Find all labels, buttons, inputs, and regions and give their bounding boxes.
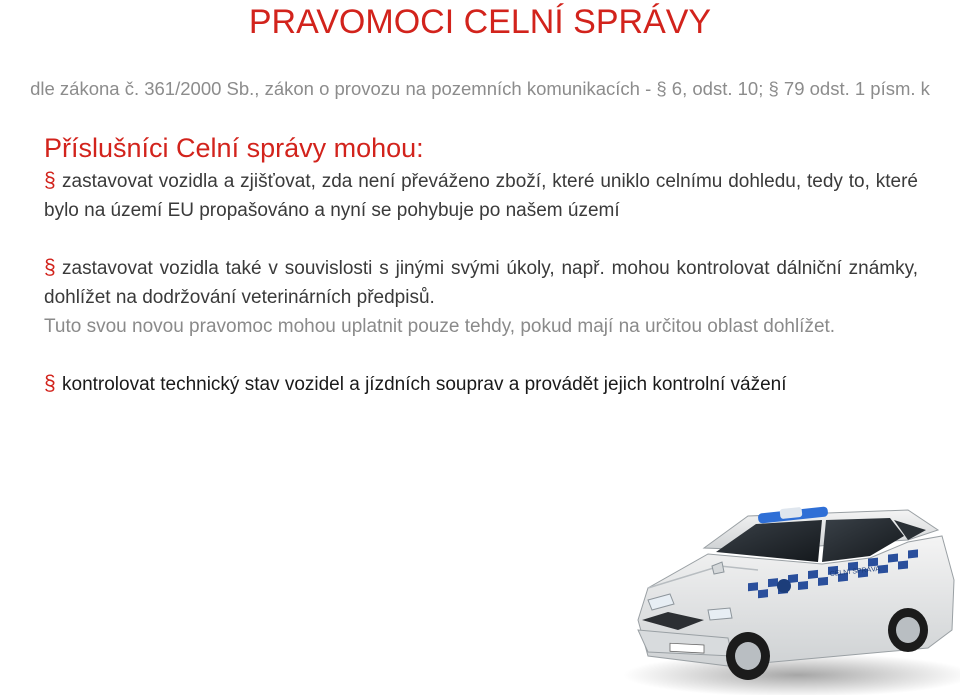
bullet-item-1-text: zastavovat vozidla a zjišťovat, zda není převáženo zboží, které uniklo celnímu dohledu, tedy to, které bylo na území EU propašováno a nyní se pohybuje po našem území <box>44 171 918 221</box>
car-lettering: CELNÍ SPRÁVA <box>829 565 881 578</box>
bullet-item-3-text: kontrolovat technický stav vozidel a jízdních souprav a provádět jejich kontrolní vážení <box>62 374 787 395</box>
bullet-item-1 <box>44 167 918 225</box>
slide-title: PRAVOMOCI CELNÍ SPRÁVY <box>248 3 712 41</box>
bullet-item-3 <box>44 370 918 399</box>
svg-text:§: § <box>44 169 56 192</box>
law-reference: dle zákona č. 361/2000 Sb., zákon o provozu na pozemních komunikacích - § 6, odst. 10; § 79 odst. 1 písm. k <box>30 78 930 99</box>
section-sign-bullet-icon <box>44 371 56 395</box>
section-sign-bullet-icon <box>44 168 56 192</box>
bullet-item-2 <box>44 254 918 312</box>
customs-car-image <box>608 470 960 695</box>
section-sign-bullet-icon <box>44 255 56 279</box>
section-heading: Příslušníci Celní správy mohou: <box>44 133 424 163</box>
bullet-item-2-text: zastavovat vozidla také v souvislosti s jinými svými úkoly, např. mohou kontrolovat dálniční známky, dohlížet na dodržování veterinárních předpisů. <box>44 258 918 308</box>
note-text: Tuto svou novou pravomoc mohou uplatnit pouze tehdy, pokud mají na určitou oblast dohlížet. <box>44 316 836 337</box>
svg-text:§: § <box>44 256 56 279</box>
svg-text:§: § <box>44 372 56 395</box>
